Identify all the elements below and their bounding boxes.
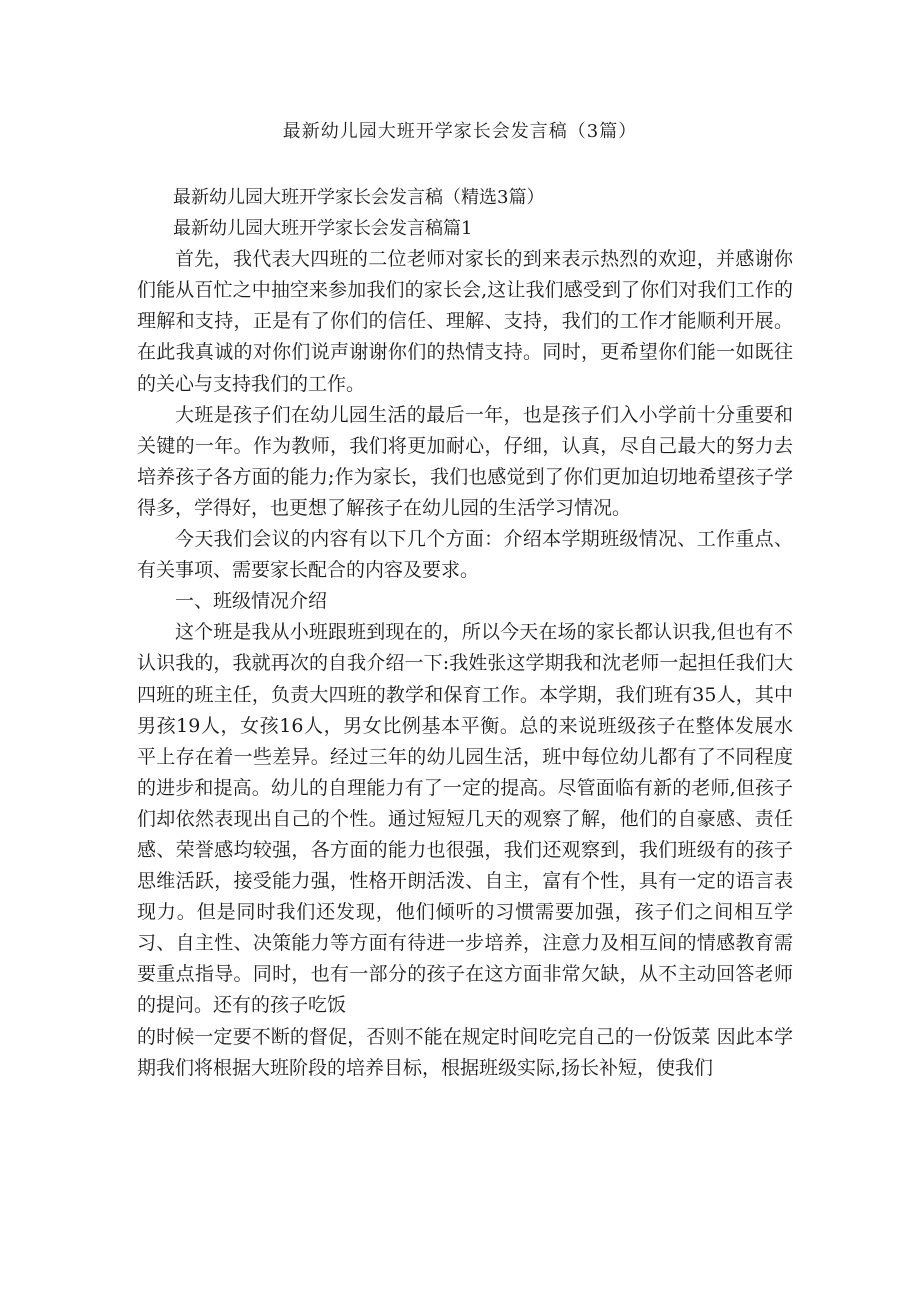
paragraph-continued: 的时候一定要不断的督促，否则不能在规定时间吃完自己的一份饭菜 因此本学期我们将根据大班阶段的培养目标，根据班级实际,扬长补短，使我们 — [137, 1025, 793, 1079]
document-body — [137, 182, 793, 1084]
paragraph-final-year: 大班是孩子们在幼儿园生活的最后一年，也是孩子们入小学前十分重要和关键的一年。作为教师，我们将更加耐心，仔细，认真，尽自己最大的努力去培养孩子各方面的能力;作为家长，我们也感觉到了你们更加迫切地希望孩子学得多，学得好，也更想了解孩子在幼儿园的生活学习情况。 — [137, 403, 793, 519]
heading-class-intro: 一、班级情况介绍 — [175, 590, 328, 613]
paragraph-agenda: 今天我们会议的内容有以下几个方面：介绍本学期班级情况、工作重点、有关事项、需要家长配合的内容及要求。 — [137, 528, 793, 582]
paragraph-class-intro: 这个班是我从小班跟班到现在的，所以今天在场的家长都认识我,但也有不认识我的，我就再次的自我介绍一下:我姓张这学期我和沈老师一起担任我们大四班的班主任，负责大四班的教学和保育工作。本学期，我们班有35人，其中男孩19人，女孩16人，男女比例基本平衡。总的来说班级孩子在整体发展水平上存在着一些差异。经过三年的幼儿园生活，班中每位幼儿都有了不同程度的进步和提高。幼儿的自理能力有了一定的提高。尽管面临有新的老师,但孩子们却依然表现出自己的个性。通过短短几天的观察了解，他们的自豪感、责任感、荣誉感均较强，各方面的能力也很强，我们还观察到，我们班级有的孩子思维活跃，接受能力强，性格开朗活泼、自主，富有个性，具有一定的语言表现力。但是同时我们还发现，他们倾听的习惯需要加强，孩子们之间相互学习、自主性、决策能力等方面有待进一步培养，注意力及相互间的情感教育需要重点指导。同时，也有一部分的孩子在这方面非常欠缺，从不主动回答老师的提问。还有的孩子吃饭 — [137, 621, 793, 1017]
document-title: 最新幼儿园大班开学家长会发言稿（3篇） — [282, 121, 638, 142]
paragraph-welcome: 首先，我代表大四班的二位老师对家长的到来表示热烈的欢迎，并感谢你们能从百忙之中抽空来参加我们的家长会,这让我们感受到了你们对我们工作的理解和支持，正是有了你们的信任、理解、支持，我们的工作才能顺利开展。在此我真诚的对你们说声谢谢你们的热情支持。同时，更希望你们能一如既往的关心与支持我们的工作。 — [137, 248, 793, 395]
section-title: 最新幼儿园大班开学家长会发言稿篇1 — [173, 218, 473, 240]
document-subtitle: 最新幼儿园大班开学家长会发言稿（精选3篇） — [173, 187, 545, 208]
